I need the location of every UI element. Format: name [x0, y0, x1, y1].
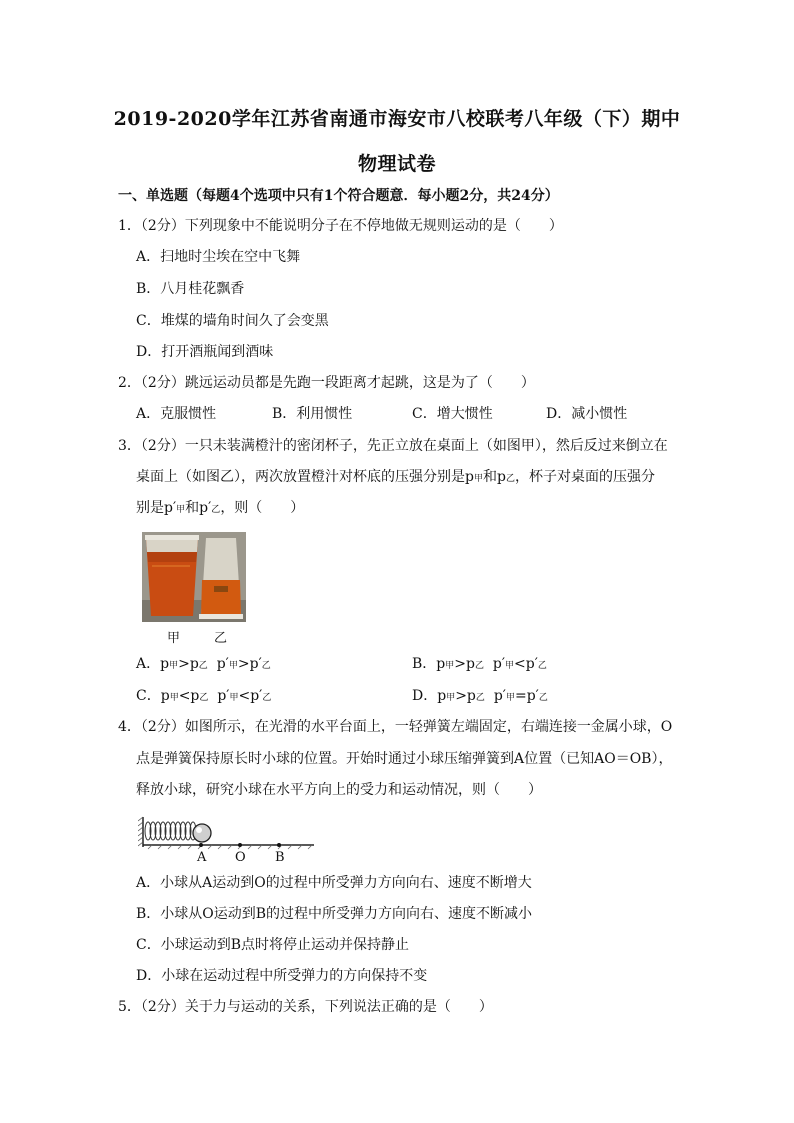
- fig-label-yi: 乙: [214, 631, 228, 646]
- exam-title-line1: 2019-2020学年江苏省南通市海安市八校联考八年级（下）期中: [113, 108, 681, 130]
- q3-d-rel2: =p′: [514, 688, 539, 704]
- q1-option-d: D．打开酒瓶闻到酒味: [136, 344, 274, 360]
- q3-c-rel1: <p: [178, 688, 200, 704]
- q3-stem-line3: [136, 498, 304, 520]
- q3-b-letter: B．p: [412, 656, 446, 672]
- q4-stem-line2: 点是弹簧保持原长时小球的位置。开始时通过小球压缩弹簧到A位置（已知AO＝OB），: [136, 751, 673, 767]
- q3-b-rel2: <p′: [514, 656, 538, 672]
- metal-ball: [193, 824, 211, 842]
- q3-b-rel1: >p: [454, 656, 475, 672]
- q4-option-c: C．小球运动到B点时将停止运动并保持静止: [136, 937, 409, 953]
- spring-coils: [145, 822, 196, 840]
- sub-jia: 甲: [228, 661, 238, 671]
- sub-jia: 甲: [169, 693, 179, 703]
- q3-c-rel2: <p′: [238, 688, 263, 704]
- sub-jia: 甲: [176, 505, 186, 515]
- point-o: [238, 843, 242, 847]
- q3-stem-line2: [136, 467, 655, 489]
- exam-title-line2: 物理试卷: [357, 153, 436, 175]
- section-heading: 一、单选题（每题4个选项中只有1个符合题意．每小题2分，共24分）: [118, 188, 559, 204]
- sub-jia: 甲: [505, 693, 515, 703]
- q3-a-letter: A．p: [136, 656, 170, 672]
- q4-option-a: A．小球从A运动到O的过程中所受弹力方向向右、速度不断增大: [136, 875, 532, 891]
- q3-stem-line2-text: 桌面上（如图乙），两次放置橙汁对杯底的压强分别是p: [136, 469, 474, 485]
- inverted-cup-figure: [199, 538, 243, 619]
- q2-option-b: B．利用惯性: [272, 406, 353, 422]
- q2-option-a: A．克服惯性: [136, 406, 217, 422]
- sub-jia: 甲: [505, 661, 515, 671]
- sub-yi: 乙: [537, 661, 547, 671]
- q2-option-c: C．增大惯性: [412, 406, 493, 422]
- q3-d-rel1: >p: [455, 688, 476, 704]
- q3-option-d: [412, 686, 548, 708]
- q3-d-letter: D．p: [412, 688, 447, 704]
- q1-option-c: C．堆煤的墙角时间久了会变黑: [136, 313, 329, 329]
- sub-yi: 乙: [198, 661, 208, 671]
- q3-stem3-b: 和p′: [185, 500, 212, 516]
- q4-option-b: B．小球从O运动到B的过程中所受弹力方向向右、速度不断减小: [136, 906, 533, 922]
- sub-yi: 乙: [475, 693, 485, 703]
- q3-stem3-a: 别是p′: [136, 500, 177, 516]
- q3-option-b: [412, 654, 547, 676]
- sub-jia: 甲: [446, 693, 456, 703]
- spring-ball-diagram: [138, 813, 318, 851]
- q3-and: 和p: [482, 469, 506, 485]
- sub-jia: 甲: [445, 661, 455, 671]
- q1-stem: 1．（2分）下列现象中不能说明分子在不停地做无规则运动的是（ ）: [118, 218, 563, 234]
- q4-option-d: D．小球在运动过程中所受弹力的方向保持不变: [136, 968, 428, 984]
- label-o: O: [235, 850, 246, 865]
- q3-stem-line2-end: ，杯子对桌面的压强分: [514, 469, 655, 485]
- q3-c-letter: C．p: [136, 688, 170, 704]
- sub-yi: 乙: [474, 661, 484, 671]
- q3-b-gap: p′: [483, 656, 506, 672]
- sub-yi: 乙: [211, 505, 221, 515]
- upright-cup-figure: [145, 535, 199, 616]
- q3-c-gap: p′: [208, 688, 230, 704]
- sub-jia: 甲: [229, 693, 239, 703]
- q5-stem: 5．（2分）关于力与运动的关系，下列说法正确的是（ ）: [118, 999, 493, 1015]
- q3-option-a: [136, 654, 271, 676]
- q2-stem: 2．（2分）跳远运动员都是先跑一段距离才起跳，这是为了（ ）: [118, 375, 535, 391]
- point-b: [277, 843, 281, 847]
- q3-stem-line1: 3．（2分）一只未装满橙汁的密闭杯子，先正立放在桌面上（如图甲），然后反过来倒立在: [118, 438, 668, 454]
- q4-stem-line1: 4．（2分）如图所示，在光滑的水平台面上，一轻弹簧左端固定，右端连接一金属小球，O: [118, 719, 673, 735]
- q3-d-gap: p′: [484, 688, 506, 704]
- q1-option-b: B．八月桂花飘香: [136, 281, 245, 297]
- q3-a-gap: p′: [207, 656, 229, 672]
- sub-yi: 乙: [538, 693, 548, 703]
- sub-yi: 乙: [261, 661, 271, 671]
- sub-jia: 甲: [473, 474, 483, 484]
- q3-stem3-end: ，则（ ）: [220, 500, 305, 516]
- q1-option-a: A．扫地时尘埃在空中飞舞: [136, 249, 301, 265]
- q3-a-rel1: >p: [178, 656, 199, 672]
- sub-yi: 乙: [505, 474, 515, 484]
- q3-a-rel2: >p′: [237, 656, 262, 672]
- label-b: B: [275, 850, 285, 865]
- q3-option-c: [136, 686, 271, 708]
- sub-yi: 乙: [262, 693, 272, 703]
- fig-label-jia: 甲: [167, 631, 181, 646]
- point-a: [199, 843, 203, 847]
- sub-jia: 甲: [169, 661, 179, 671]
- label-a: A: [197, 850, 207, 865]
- cups-photo: [142, 532, 246, 622]
- q4-stem-line3: 释放小球，研究小球在水平方向上的受力和运动情况，则（ ）: [136, 782, 542, 798]
- q2-option-d: D．减小惯性: [546, 406, 628, 422]
- sub-yi: 乙: [199, 693, 209, 703]
